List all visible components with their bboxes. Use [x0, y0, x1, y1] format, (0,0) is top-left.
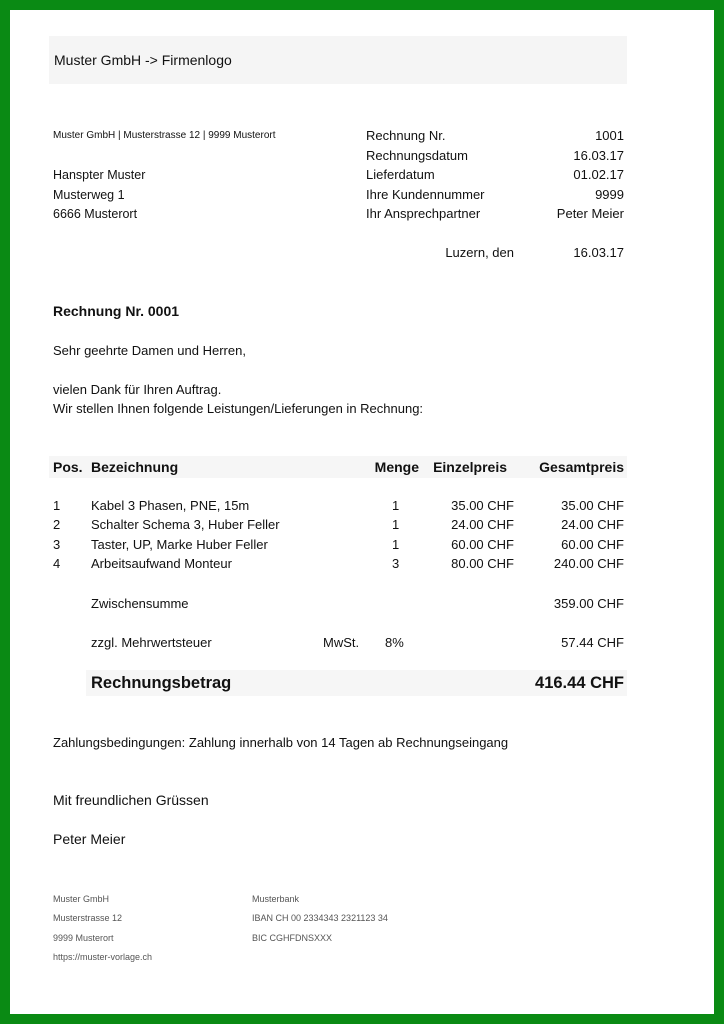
col-header-quantity: Menge: [374, 459, 419, 475]
footer-bank: Musterbank: [252, 894, 300, 904]
grand-total-value: 416.44 CHF: [535, 674, 624, 692]
footer-street: Musterstrasse 12: [53, 913, 123, 923]
meta-label: Rechnungsdatum: [366, 148, 468, 163]
recipient-city: 6666 Musterort: [53, 207, 138, 221]
row-unit-price: 60.00 CHF: [451, 537, 514, 552]
row-pos: 1: [53, 498, 61, 513]
meta-label: Ihre Kundennummer: [366, 187, 485, 202]
logo-placeholder-text: Muster GmbH -> Firmenlogo: [54, 52, 232, 68]
meta-label: Ihr Ansprechpartner: [366, 206, 481, 221]
row-pos: 3: [53, 537, 61, 552]
row-pos: 4: [53, 556, 61, 571]
footer-company: Muster GmbH: [53, 894, 110, 904]
meta-value: 01.02.17: [573, 167, 624, 182]
row-unit-price: 35.00 CHF: [451, 498, 514, 513]
row-unit-price: 24.00 CHF: [451, 517, 514, 532]
row-quantity: 3: [392, 556, 400, 571]
row-description: Taster, UP, Marke Huber Feller: [91, 537, 268, 552]
vat-rate: 8%: [385, 635, 404, 650]
row-total-price: 60.00 CHF: [561, 537, 624, 552]
place-date-value: 16.03.17: [573, 245, 624, 260]
payment-terms: Zahlungsbedingungen: Zahlung innerhalb von 14 Tagen ab Rechnungseingang: [53, 735, 509, 750]
row-description: Kabel 3 Phasen, PNE, 15m: [91, 498, 250, 513]
footer-iban: IBAN CH 00 2334343 2321123 34: [252, 913, 388, 923]
recipient-street: Musterweg 1: [53, 188, 125, 202]
col-header-pos: Pos.: [53, 459, 83, 475]
meta-value: 9999: [595, 187, 624, 202]
salutation: Sehr geehrte Damen und Herren,: [53, 343, 246, 358]
place-date-label: Luzern, den: [445, 245, 514, 260]
vat-short-label: MwSt.: [323, 635, 360, 650]
col-header-description: Bezeichnung: [91, 459, 179, 475]
logo-header: [49, 36, 627, 84]
col-header-total-price: Gesamtpreis: [539, 459, 624, 475]
subtotal-value: 359.00 CHF: [553, 596, 624, 611]
vat-label: zzgl. Mehrwertsteuer: [91, 635, 212, 650]
intro-line-2: Wir stellen Ihnen folgende Leistungen/Lieferungen in Rechnung:: [53, 401, 424, 416]
sender-line: Muster GmbH | Musterstrasse 12 | 9999 Musterort: [53, 130, 276, 141]
row-description: Schalter Schema 3, Huber Feller: [91, 517, 280, 532]
row-pos: 2: [53, 517, 61, 532]
row-quantity: 1: [392, 537, 400, 552]
invoice-title: Rechnung Nr. 0001: [53, 303, 180, 319]
row-description: Arbeitsaufwand Monteur: [91, 556, 232, 571]
footer-city: 9999 Musterort: [53, 933, 114, 943]
footer-website: https://muster-vorlage.ch: [53, 952, 153, 962]
recipient-name: Hanspter Muster: [53, 168, 146, 182]
meta-label: Lieferdatum: [366, 167, 435, 182]
meta-value: 1001: [595, 128, 624, 143]
subtotal-label: Zwischensumme: [91, 596, 189, 611]
grand-total-label: Rechnungsbetrag: [91, 674, 232, 692]
row-total-price: 24.00 CHF: [561, 517, 624, 532]
row-total-price: 240.00 CHF: [553, 556, 624, 571]
signature-name: Peter Meier: [53, 831, 126, 847]
row-unit-price: 80.00 CHF: [451, 556, 514, 571]
closing-greeting: Mit freundlichen Grüssen: [53, 792, 209, 808]
meta-value: Peter Meier: [556, 206, 624, 221]
vat-value: 57.44 CHF: [561, 635, 624, 650]
row-quantity: 1: [392, 517, 400, 532]
col-header-unit-price: Einzelpreis: [433, 459, 507, 475]
footer-bic: BIC CGHFDNSXXX: [252, 933, 333, 943]
meta-value: 16.03.17: [573, 148, 624, 163]
row-quantity: 1: [392, 498, 400, 513]
meta-label: Rechnung Nr.: [366, 128, 446, 143]
row-total-price: 35.00 CHF: [561, 498, 624, 513]
intro-line-1: vielen Dank für Ihren Auftrag.: [53, 382, 222, 397]
